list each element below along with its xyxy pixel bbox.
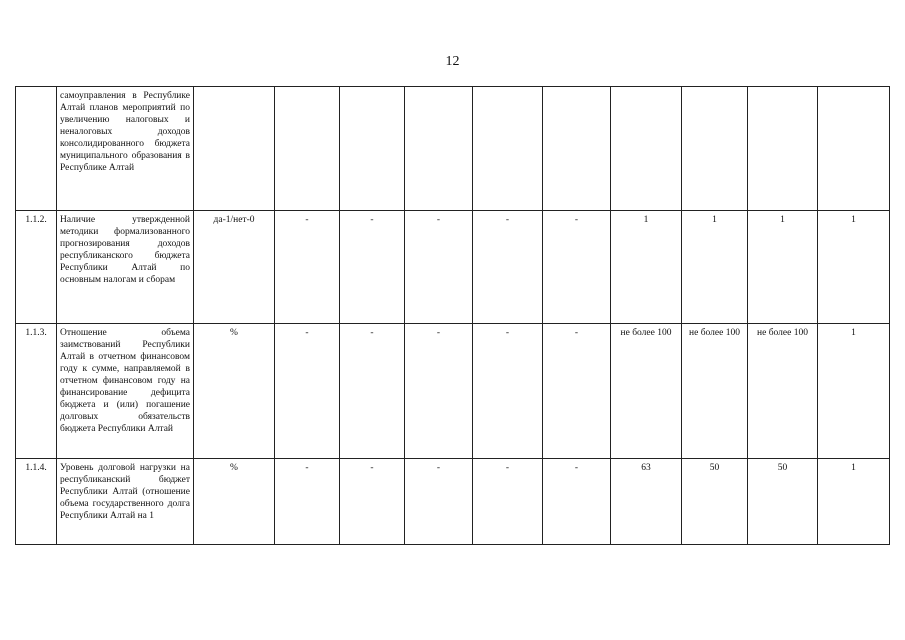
value-cell xyxy=(682,87,748,211)
indicator-name: самоуправления в Республике Алтай планов мероприятий по увеличению налоговых и неналоговых доходов консолидированного бюджета муниципального образования в Республике Алтай xyxy=(57,87,194,211)
unit-cell: % xyxy=(194,324,275,459)
page-number: 12 xyxy=(445,54,460,69)
value-cell: - xyxy=(543,459,611,545)
value-cell: 1 xyxy=(611,211,682,324)
row-number: 1.1.4. xyxy=(16,459,57,545)
value-cell: - xyxy=(473,459,543,545)
value-cell xyxy=(473,87,543,211)
value-cell: 50 xyxy=(748,459,818,545)
table-row xyxy=(16,87,890,211)
value-cell: - xyxy=(340,459,405,545)
value-cell: - xyxy=(275,211,340,324)
value-cell: - xyxy=(275,324,340,459)
table-row xyxy=(16,459,890,545)
indicators-table xyxy=(15,86,890,545)
value-cell: - xyxy=(275,459,340,545)
value-cell: 1 xyxy=(748,211,818,324)
value-cell: - xyxy=(405,459,473,545)
unit-cell: % xyxy=(194,459,275,545)
value-cell xyxy=(340,87,405,211)
value-cell: - xyxy=(340,211,405,324)
value-cell: не более 100 xyxy=(748,324,818,459)
table-row xyxy=(16,211,890,324)
value-cell xyxy=(543,87,611,211)
table-row xyxy=(16,324,890,459)
value-cell: - xyxy=(473,211,543,324)
row-number: 1.1.2. xyxy=(16,211,57,324)
value-cell: - xyxy=(543,324,611,459)
value-cell xyxy=(405,87,473,211)
indicator-name: Наличие утвержденной методики формализованного прогнозирования доходов республиканского бюджета Республики Алтай по основным налогам и сборам xyxy=(57,211,194,324)
value-cell: не более 100 xyxy=(611,324,682,459)
value-cell: 50 xyxy=(682,459,748,545)
row-number xyxy=(16,87,57,211)
value-cell: - xyxy=(473,324,543,459)
value-cell: не более 100 xyxy=(682,324,748,459)
value-cell: - xyxy=(543,211,611,324)
value-cell: - xyxy=(405,211,473,324)
unit-cell xyxy=(194,87,275,211)
indicator-name: Отношение объема заимствований Республики Алтай в отчетном финансовом году к сумме, направляемой в отчетном финансовом году на финансирование дефицита бюджета и (или) погашение долговых обязательств бюджета Республики Алтай xyxy=(57,324,194,459)
value-cell: - xyxy=(405,324,473,459)
value-cell xyxy=(748,87,818,211)
value-cell: 1 xyxy=(818,459,890,545)
indicator-name: Уровень долговой нагрузки на республиканский бюджет Республики Алтай (отношение объема государственного долга Республики Алтай на 1 xyxy=(57,459,194,545)
value-cell xyxy=(818,87,890,211)
value-cell: 1 xyxy=(818,211,890,324)
value-cell: - xyxy=(340,324,405,459)
row-number: 1.1.3. xyxy=(16,324,57,459)
value-cell: 1 xyxy=(682,211,748,324)
value-cell xyxy=(275,87,340,211)
unit-cell: да-1/нет-0 xyxy=(194,211,275,324)
value-cell: 63 xyxy=(611,459,682,545)
value-cell: 1 xyxy=(818,324,890,459)
value-cell xyxy=(611,87,682,211)
